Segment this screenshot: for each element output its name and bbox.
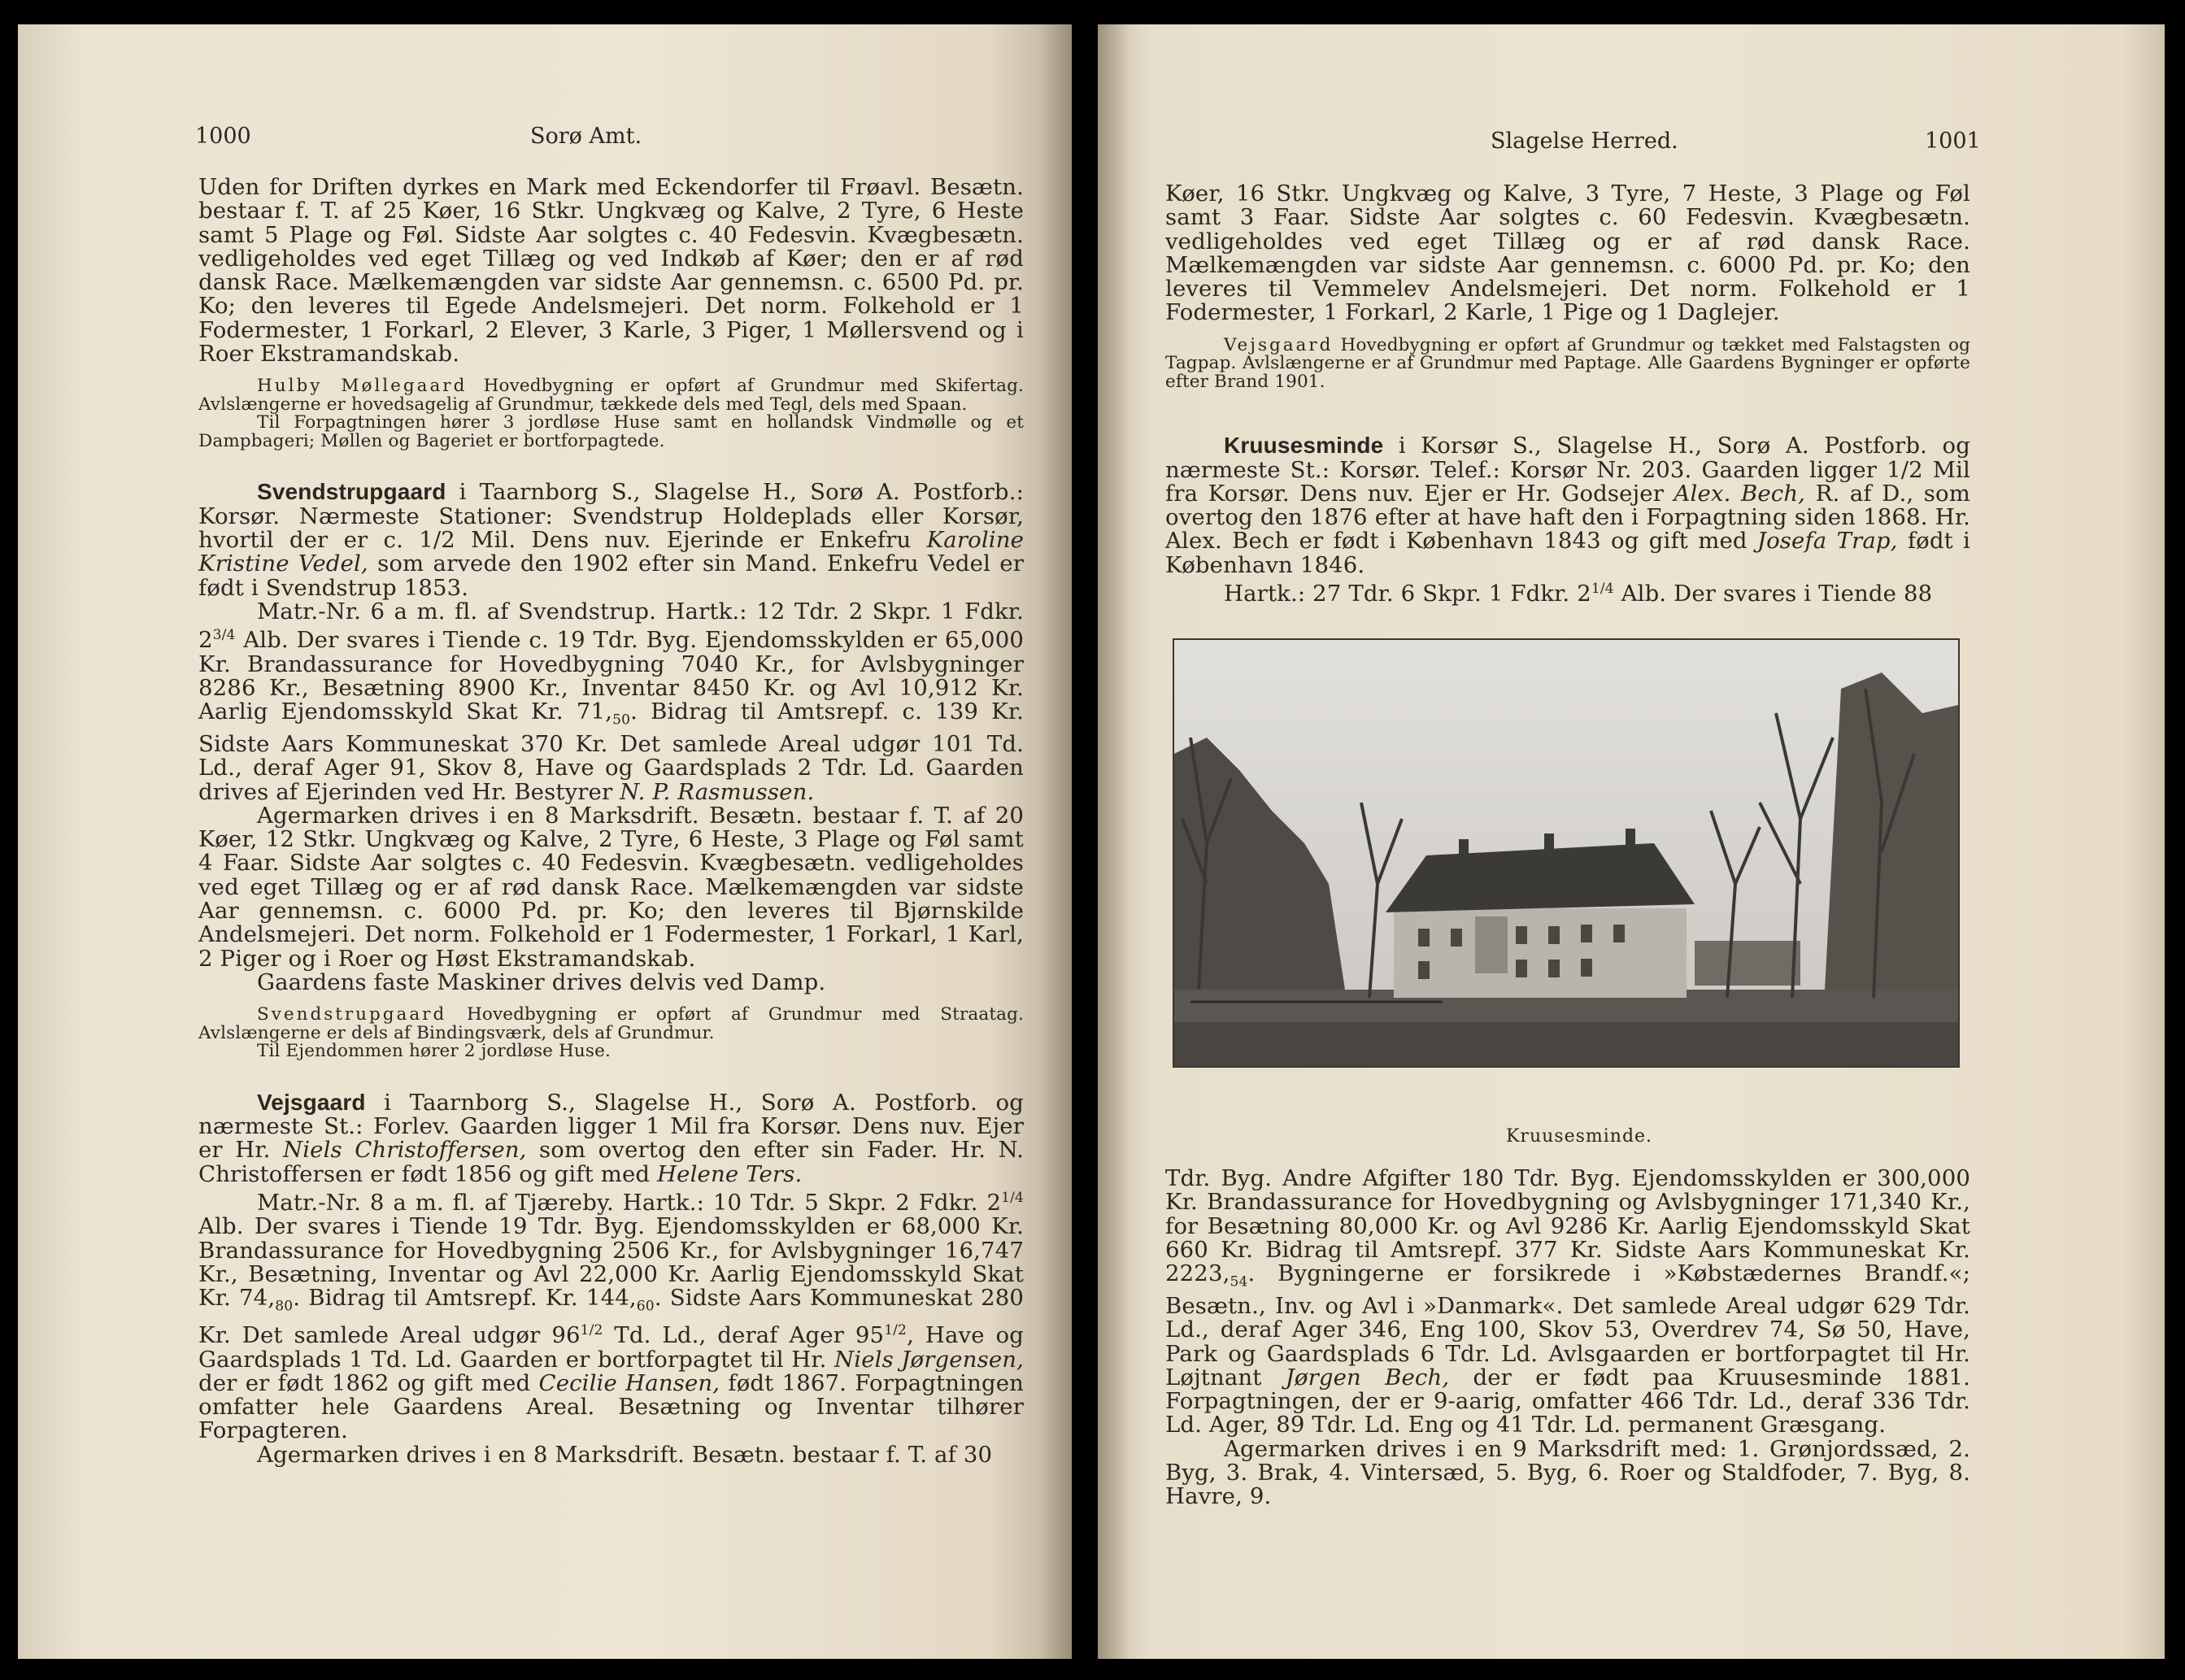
kruusesminde-tenant: Jørgen Bech, <box>1285 1364 1450 1391</box>
kruusesminde-details-b: . Bygningerne er forsikrede i »Købstædernes Brandf.«; Besætn., Inv. og Avl i »Danmark«. Det samlede Areal udgør 629 Tdr. Ld., deraf Ager 346, Eng 100, Skov 53, Overdrev 74, Sø 50, Have, Park og Gaardsplads 6 Tdr. Ld. Avlsgaarden er bortforpagtet til Hr. Løjtnant <box>1165 1260 1970 1391</box>
vejsgaard-details <box>198 1186 1024 1443</box>
vejsgaard-details-sub2: 60 <box>636 1298 655 1315</box>
vejsgaard-text-b: som overtog den efter sin Fader. Hr. N. Christoffersen er født 1856 og gift med <box>198 1137 1024 1187</box>
vejsgaard-note-name: Vejsgaard <box>1224 334 1334 355</box>
kruusesminde-text-a: i Korsør S., Slagelse H., Sorø A. Postforb. og nærmeste St.: Korsør. Telef.: Korsør Nr. 203. Gaarden ligger <box>1165 433 1970 483</box>
right-body-top <box>1165 182 1970 607</box>
vejsgaard-details-sub1: 80 <box>275 1298 294 1315</box>
vejsgaard-details-g: der er født 1862 og gift med <box>198 1369 539 1396</box>
vejsgaard-details-frac3: 1/2 <box>884 1322 908 1339</box>
kruusesminde-hartkorn <box>1165 577 1970 606</box>
paragraph-intro: Uden for Driften dyrkes en Mark med Eckendorfer til Frøavl. Besætn. bestaar f. T. af 25 Køer, 16 Stkr. Ungkvæg og Kalve, 2 Tyre, 6 Heste samt 5 Plage og Føl. Sidste Aar solgtes c. 40 Fedesvin. Kvægbesætn. vedligeholdes ved eget Tillæg og ved Indkøb af Køer; den er af rød dansk Race. Mælkemængden var sidste Aar gennemsn. c. 6500 Pd. pr. Ko; den leveres til Egede Andelsmejeri. Det norm. Folkehold er 1 Fodermester, 1 Forkarl, 2 Elever, 3 Karle, 3 Piger, 1 Møllersvend og i Roer Ekstramandskab. <box>198 174 1024 368</box>
vejsgaard-text-a: i Taarnborg S., Slagelse H., Sorø A. Postforb. og nærmeste St.: Forlev. Gaarden ligger 1 Mil fra Korsør. Dens nuv. Ejer er Hr. <box>198 1089 1024 1164</box>
vejsgaard-details-frac: 1/4 <box>1001 1189 1024 1206</box>
vejsgaard-details-e: Td. Ld., deraf Ager 95 <box>603 1322 885 1349</box>
svendstrup-details <box>198 600 1024 804</box>
vejsgaard-details-c: . Bidrag til Amtsrepf. Kr. 144, <box>293 1285 637 1312</box>
page-number-right: 1001 <box>1925 128 1981 154</box>
hulby-note-text: Hovedbygning er opført af Grundmur med Skifertag. Avlslængerne er hovedsagelig af Grundmur, tækkede dels med Tegl, dels med Spaan. <box>198 376 1024 415</box>
paragraph-continued: Køer, 16 Stkr. Ungkvæg og Kalve, 3 Tyre, 7 Heste, 3 Plage og Føl samt 3 Faar. Sidste Aar solgtes c. 60 Fedesvin. Kvægbesætn. vedligeholdes ved eget Tillæg og er af rød dansk Race. Mælkemængden var sidste Aar gennemsn. c. 6000 Pd. pr. Ko; den leveres til Vemmelev Andelsmejeri. Det norm. Folkehold er 1 Fodermester, 1 Forkarl, 2 Karle, 1 Pige og 1 Daglejer. <box>1165 181 1970 326</box>
vejsgaard-details-d: . Sidste Aars Kommuneskat 280 Kr. Det samlede Areal udgør 96 <box>198 1285 1025 1349</box>
kruusesminde-wife: Josefa Trap, <box>1756 528 1898 555</box>
svendstrup-text-c: som arvede den 1902 efter sin Mand. Enkefru Vedel er født i Svendstrup 1853. <box>198 551 1024 601</box>
vejsgaard-note <box>1165 334 1970 392</box>
svendstrup-note-text: Hovedbygning er opført af Grundmur med Straatag. Avlslængerne er dels af Bindingsværk, dels af Grundmur. <box>198 1004 1024 1043</box>
kruusesminde-text-c: R. af D., som overtog den 1876 efter at have haft den i Forpagtning siden 1868. Hr. Alex. Bech er født i København 1843 og gift med <box>1165 480 1970 555</box>
vejsgaard-details-a: Matr.-Nr. 8 a m. fl. af Tjæreby. Hartk.: 10 Tdr. 5 Skpr. 2 Fdkr. 2 <box>257 1190 1002 1216</box>
vejsgaard-details-b: Alb. Der svares i Tiende 19 Tdr. Byg. Ejendomsskylden er 68,000 Kr. Brandassurance for Hovedbygning 2506 Kr., for Avlsbygninger 16,747 Kr., Besætning, Inventar og Avl 22,000 Kr. Aarlig Ejendomsskyld Skat Kr. 74, <box>198 1213 1024 1312</box>
vejsgaard-heading: Vejsgaard <box>257 1089 366 1115</box>
kruusesminde-text-b: Mil fra Korsør. Dens nuv. Ejer er Hr. Godsejer <box>1165 456 1970 507</box>
vejsgaard-note-text: Hovedbygning er opført af Grundmur og tækket med Falstagsten og Tagpap. Avlslængerne er af Grundmur med Paptage. Alle Gaardens Bygninger er opførte efter Brand 1901. <box>1165 334 1970 392</box>
kruusesminde-entry <box>1165 433 1970 577</box>
svendstrup-details-sub: 50 <box>612 712 631 729</box>
svendstrup-manager: N. P. Rasmussen. <box>620 778 815 805</box>
svendstrup-farming: Agermarken drives i en 8 Marksdrift. Besætn. bestaar f. T. af 20 Køer, 12 Stkr. Ungkvæg og Kalve, 2 Tyre, 6 Heste, 3 Plage og Føl samt 4 Faar. Sidste Aar solgtes c. 40 Fedesvin. Kvægbesætn. vedligeholdes ved eget Tillæg og er af rød dansk Race. Mælkemængden var sidste Aar gennemsn. c. 6000 Pd. pr. Ko; den leveres til Bjørnskilde Andelsmejeri. Det norm. Folkehold er 1 Fodermester, 1 Forkarl, 1 Karl, 2 Piger og i Roer og Høst Ekstramandskab. <box>198 802 1024 972</box>
kruusesminde-text-d: født i København 1846. <box>1165 528 1970 578</box>
kruusesminde-details-a: Tdr. Byg. Andre Afgifter 180 Tdr. Byg. Ejendomsskylden er 300,000 Kr. Brandassurance for Hovedbygning og Avlsbygninger 171,340 Kr., for Besætning 80,000 Kr. og Avl 9286 Kr. Aarlig Ejendomsskyld Skat 660 Kr. Bidrag til Amtsrepf. 377 Kr. Sidste Aars Kommuneskat Kr. 2223, <box>1165 1165 1970 1287</box>
hulby-name: Hulby Møllegaard <box>257 376 468 397</box>
running-head-right: Slagelse Herred. <box>1491 128 1678 154</box>
kruusesminde-photo <box>1173 638 1960 1068</box>
left-body <box>198 176 1024 1467</box>
svendstrup-heading: Svendstrupgaard <box>257 479 446 505</box>
kruusesminde-owner: Alex. Bech, <box>1674 480 1806 507</box>
svendstrup-details-a: Matr.-Nr. 6 a m. fl. af Svendstrup. Hartk.: 12 Tdr. 2 Skpr. 1 Fdkr. 2 <box>198 598 1024 654</box>
kruusesminde-photo-drawing <box>1174 640 1958 1066</box>
svendstrup-note-name: Svendstrupgaard <box>257 1004 447 1025</box>
kruusesminde-fraction: 1/2 <box>1887 456 1923 483</box>
kruusesminde-hartkorn-a: Hartk.: 27 Tdr. 6 Skpr. 1 Fdkr. 2 <box>1224 581 1591 607</box>
kruusesminde-details <box>1165 1167 1970 1438</box>
kruusesminde-farming: Agermarken drives i en 9 Marksdrift med: 1. Grønjordssæd, 2. Byg, 3. Brak, 4. Vintersæd, 5. Byg, 6. Roer og Staldfoder, 7. Byg, 8. Havre, 9. <box>1165 1435 1970 1510</box>
vejsgaard-details-frac2: 1/2 <box>580 1322 603 1339</box>
right-page <box>1098 24 2165 1659</box>
svendstrup-machines: Gaardens faste Maskiner drives delvis ved Damp. <box>257 968 826 995</box>
hulby-note-2: Til Forpagtningen hører 3 jordløse Huse samt en hollandsk Vindmølle og et Dampbageri; Møllen og Bageriet er bortforpagtede. <box>198 412 1024 451</box>
right-body-bottom <box>1165 1167 1970 1509</box>
kruusesminde-hartkorn-frac: 1/4 <box>1591 581 1614 598</box>
svendstrup-text-a: i Taarnborg S., Slagelse H., Sorø A. Postforb.: Korsør. Nærmeste Stationer: Svendstrup Holdeplads eller Korsør, hvortil der er c. <box>198 479 1024 553</box>
running-head-left: Sorø Amt. <box>530 124 642 149</box>
svendstrup-details-b: Alb. Der svares i Tiende c. 19 Tdr. Byg. Ejendomsskylden er 65,000 Kr. Brandassurance for Hovedbygning 7040 Kr., for Avlsbygninger 8286 Kr., Besætning 8900 Kr., Inventar 8450 Kr. og Avl 10,912 Kr. Aarlig Ejendomsskyld Skat Kr. 71, <box>198 627 1024 725</box>
vejsgaard-farming: Agermarken drives i en 8 Marksdrift. Besætn. bestaar f. T. af 30 <box>257 1441 993 1468</box>
vejsgaard-details-h: født 1867. Forpagtningen omfatter hele Gaardens Areal. Besætning og Inventar tilhører Forpagteren. <box>198 1369 1024 1444</box>
page-number-left: 1000 <box>195 124 251 149</box>
svendstrup-text-b: Mil. Dens nuv. Ejerinde er Enkefru <box>455 526 927 553</box>
svendstrup-details-c: . Bidrag til Amtsrepf. c. 139 Kr. Sidste Aars Kommuneskat 370 Kr. Det samlede Areal udgør 101 Td. Ld., deraf Ager 91, Skov 8, Have og Gaardsplads 2 Tdr. Ld. Gaarden drives af Ejerinden ved Hr. Bestyrer <box>198 699 1024 805</box>
kruusesminde-details-sub: 54 <box>1230 1273 1248 1290</box>
vejsgaard-tenant-wife: Cecilie Hansen, <box>538 1369 720 1396</box>
spine-shadow-right <box>1098 24 1130 1659</box>
svendstrup-details-frac: 3/4 <box>212 627 236 644</box>
kruusesminde-details-c: der er født paa Kruusesminde 1881. Forpagtningen, der er 9-aarig, omfatter 466 Tdr. Ld., deraf 336 Tdr. Ld. Ager, 89 Tdr. Ld. Eng og 41 Tdr. Ld. permanent Græsgang. <box>1165 1364 1971 1438</box>
svendstrup-note <box>198 1006 1024 1042</box>
vejsgaard-owner: Niels Christoffersen, <box>282 1137 527 1164</box>
kruusesminde-heading: Kruusesminde <box>1224 433 1384 459</box>
photo-caption: Kruusesminde. <box>1506 1126 1653 1147</box>
svendstrup-owner: Karoline Kristine Vedel, <box>198 526 1025 577</box>
svendstrup-fraction: 1/2 <box>419 526 455 553</box>
svendstrup-note-2: Til Ejendommen hører 2 jordløse Huse. <box>257 1041 611 1062</box>
vejsgaard-entry <box>198 1090 1024 1186</box>
vejsgaard-tenant: Niels Jørgensen, <box>834 1346 1025 1373</box>
left-page <box>18 24 1072 1659</box>
svendstrup-entry <box>198 480 1024 599</box>
spine-shadow-left <box>1039 24 1072 1659</box>
vejsgaard-wife: Helene Ters. <box>657 1160 803 1187</box>
vejsgaard-details-f: , Have og Gaardsplads 1 Td. Ld. Gaarden er bortforpagtet til Hr. <box>198 1322 1024 1373</box>
kruusesminde-hartkorn-b: Alb. Der svares i Tiende 88 <box>1613 581 1933 607</box>
hulby-note <box>198 377 1024 414</box>
